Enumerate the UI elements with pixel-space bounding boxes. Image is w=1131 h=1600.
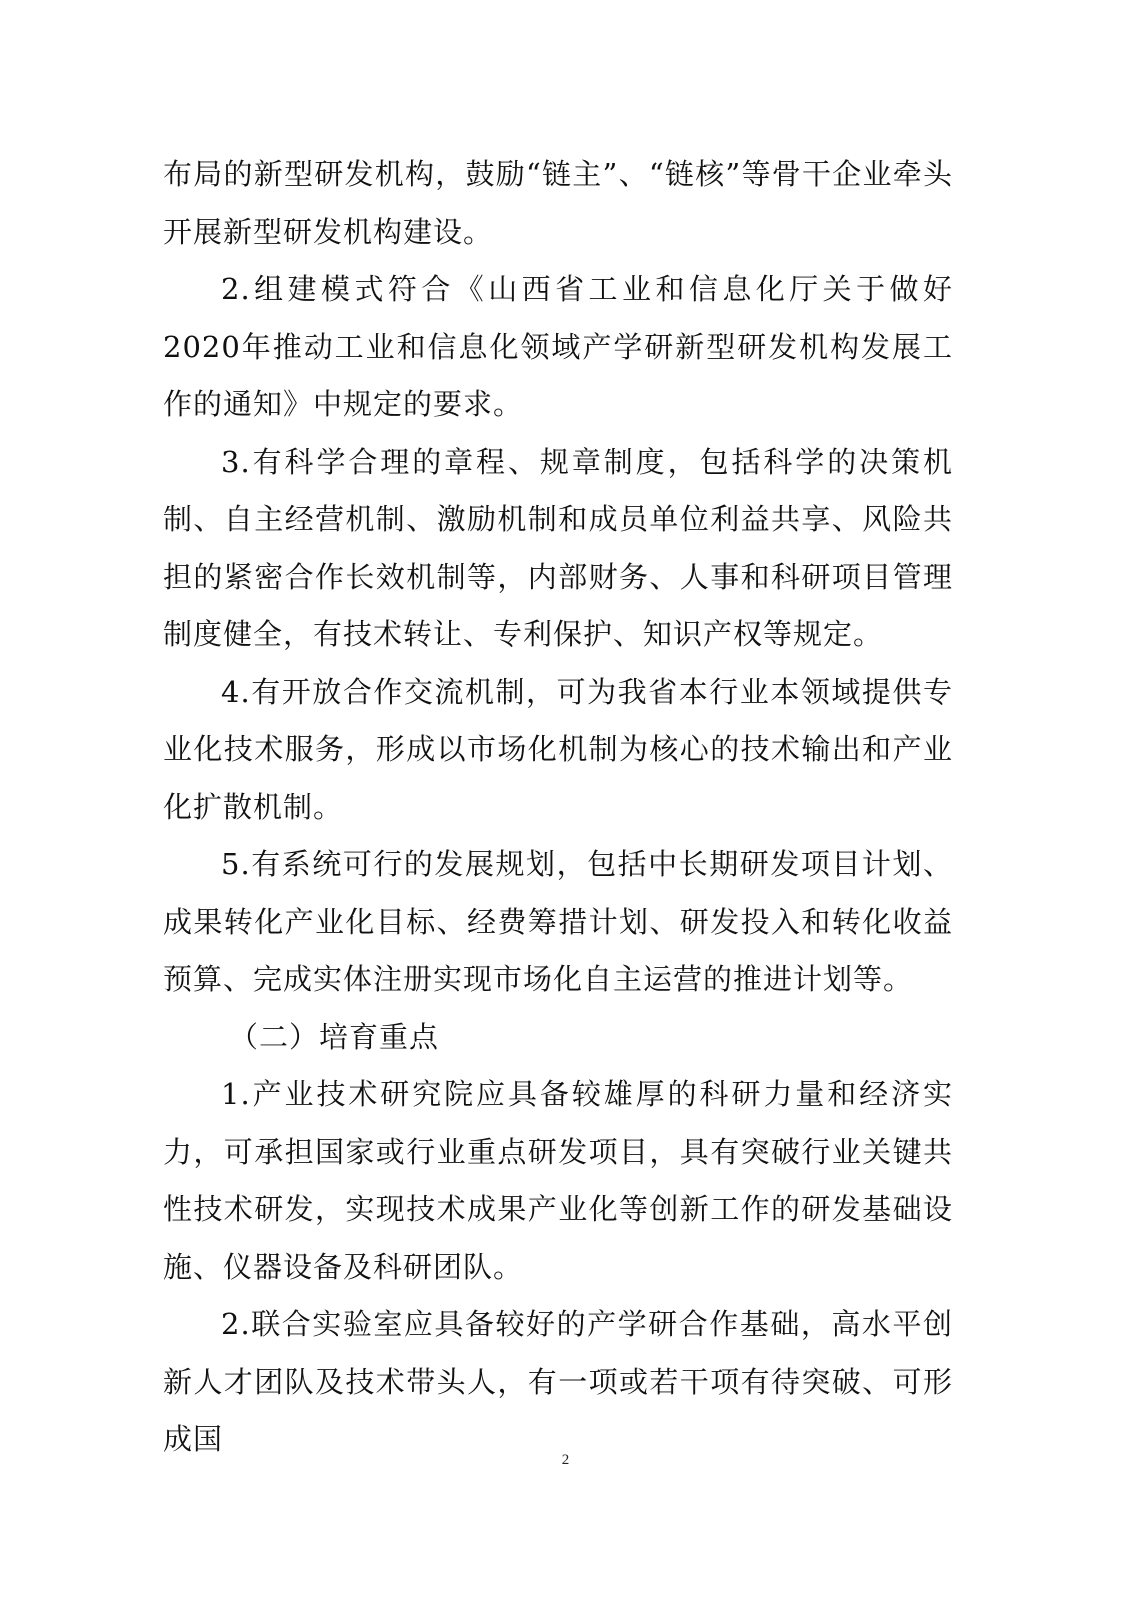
paragraph-continued: 布局的新型研发机构，鼓励“链主”、“链核”等骨干企业牵头开展新型研发机构建设。: [163, 157, 953, 249]
section-heading: （二）培育重点: [229, 1019, 440, 1054]
paragraph-item-2: 2.组建模式符合《山西省工业和信息化厅关于做好2020年推动工业和信息化领域产学研新型研发机构发展工作的通知》中规定的要求。: [163, 272, 953, 421]
document-body: [163, 146, 953, 1469]
paragraph-focus-2: 2.联合实验室应具备较好的产学研合作基础，高水平创新人才团队及技术带头人，有一项或若干项有待突破、可形成国: [163, 1307, 953, 1456]
paragraph-item-3: 3.有科学合理的章程、规章制度，包括科学的决策机制、自主经营机制、激励机制和成员单位利益共享、风险共担的紧密合作长效机制等，内部财务、人事和科研项目管理制度健全，有技术转让、专利保护、知识产权等规定。: [163, 444, 953, 651]
paragraph-item-5: 5.有系统可行的发展规划，包括中长期研发项目计划、成果转化产业化目标、经费筹措计划、研发投入和转化收益预算、完成实体注册实现市场化自主运营的推进计划等。: [163, 847, 953, 996]
page-number: 2: [561, 1452, 570, 1468]
paragraph-focus-1: 1.产业技术研究院应具备较雄厚的科研力量和经济实力，可承担国家或行业重点研发项目，具有突破行业关键共性技术研发，实现技术成果产业化等创新工作的研发基础设施、仪器设备及科研团队。: [163, 1077, 953, 1284]
paragraph-item-4: 4.有开放合作交流机制，可为我省本行业本领域提供专业化技术服务，形成以市场化机制为核心的技术输出和产业化扩散机制。: [163, 674, 953, 824]
